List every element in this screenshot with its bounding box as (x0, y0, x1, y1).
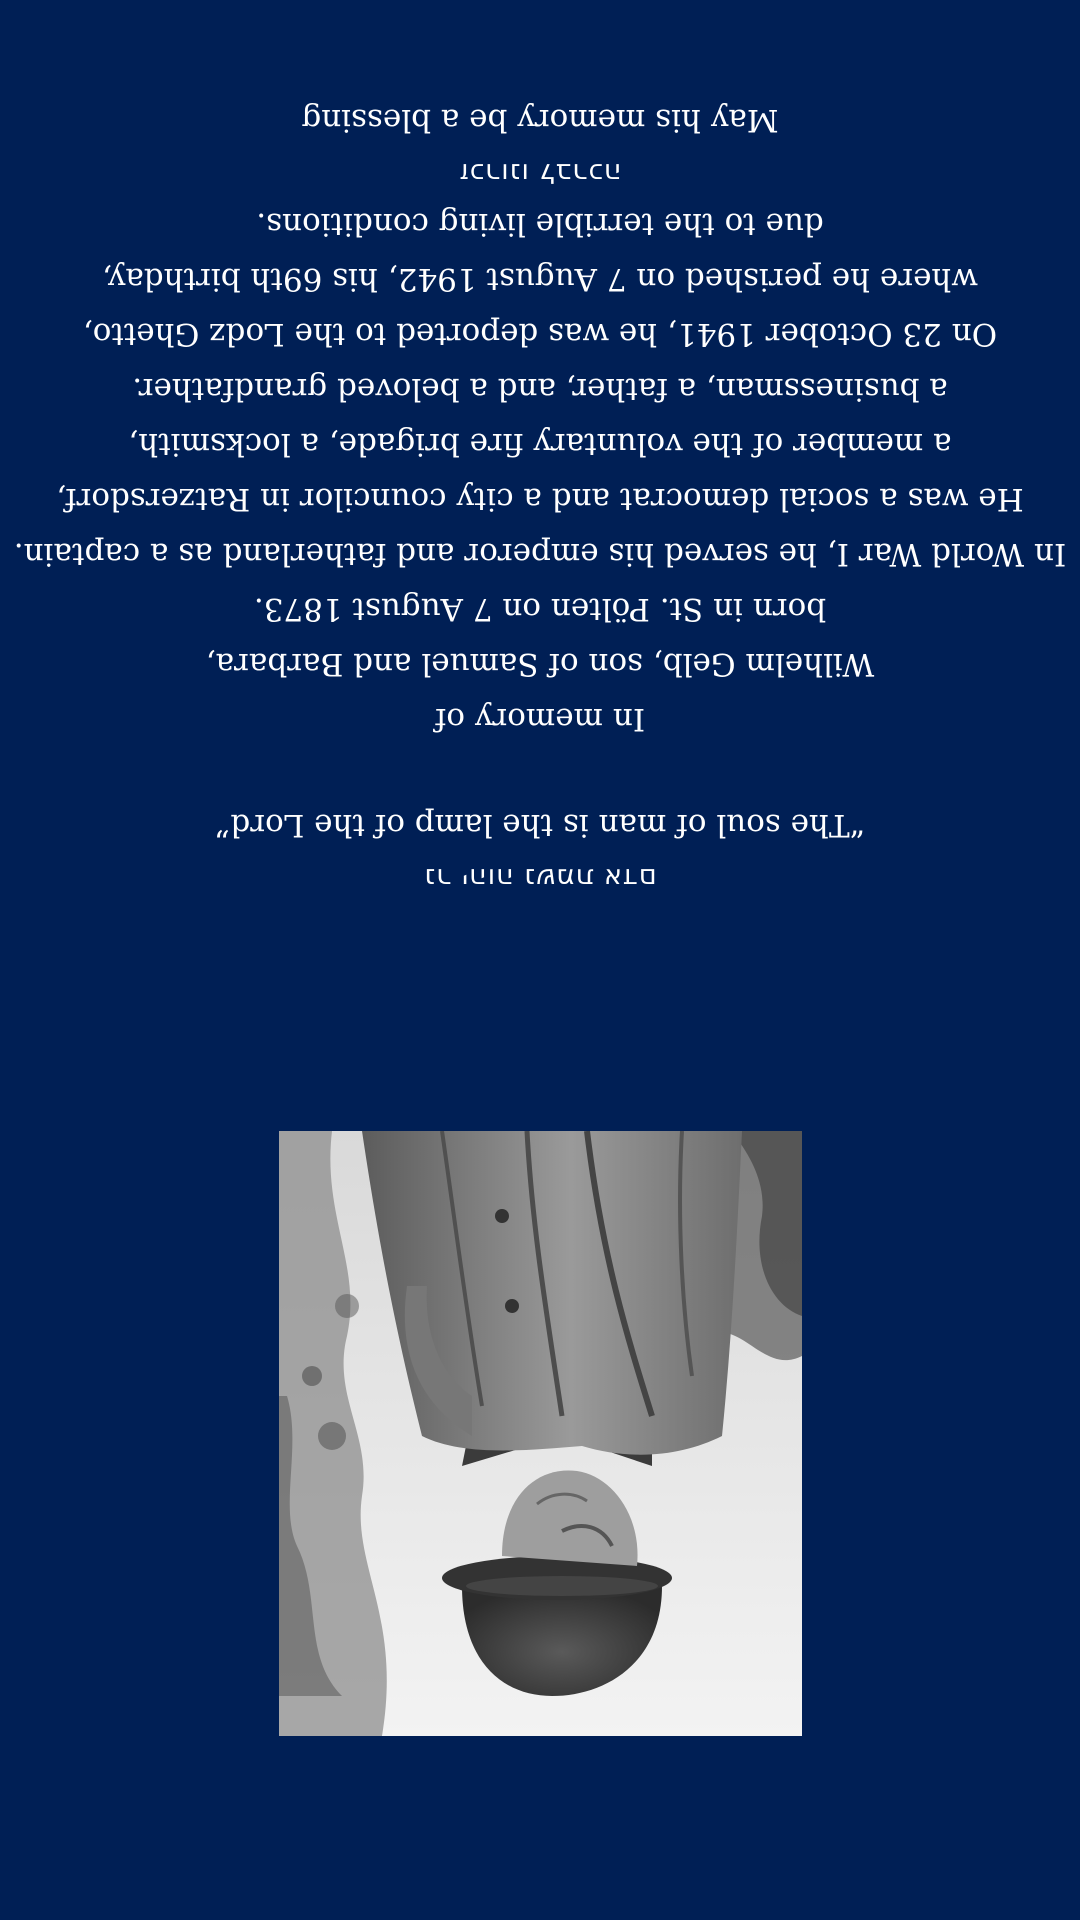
memorial-line: He was a social democrat and a city councilor in Ratzersdorf, (56, 481, 1024, 517)
memorial-line: In memory of (434, 701, 646, 737)
verse-english: “The soul of man is the lamp of the Lord” (214, 807, 866, 843)
verse-hebrew: נר יהוה נשמת אדם (423, 862, 657, 893)
memorial-line: In World War I, he served his emperor and fatherland as a captain. (13, 536, 1067, 572)
blessing-english: May his memory be a blessing (301, 102, 779, 138)
blessing-hebrew: זכרונו לברכה (458, 157, 622, 188)
memorial-line: where he perished on 7 August 1942, his 69th birthday, (102, 261, 978, 297)
memorial-line: born in St. Pölten on 7 August 1873. (253, 591, 827, 627)
memorial-line: On 23 October 1941, he was deported to the Lodz Ghetto, (82, 316, 998, 352)
memorial-photo (279, 1131, 802, 1736)
memorial-line: due to the terrible living conditions. (256, 206, 824, 242)
memorial-line: a member of the voluntary fire brigade, a locksmith, (128, 426, 952, 462)
memorial-line: Wilhelm Gelb, son of Samuel and Barbara, (205, 646, 875, 682)
photo-of-man-in-hat-and-coat-icon (279, 1131, 802, 1736)
memorial-line: a businessman, a father, and a beloved grandfather. (132, 371, 948, 407)
